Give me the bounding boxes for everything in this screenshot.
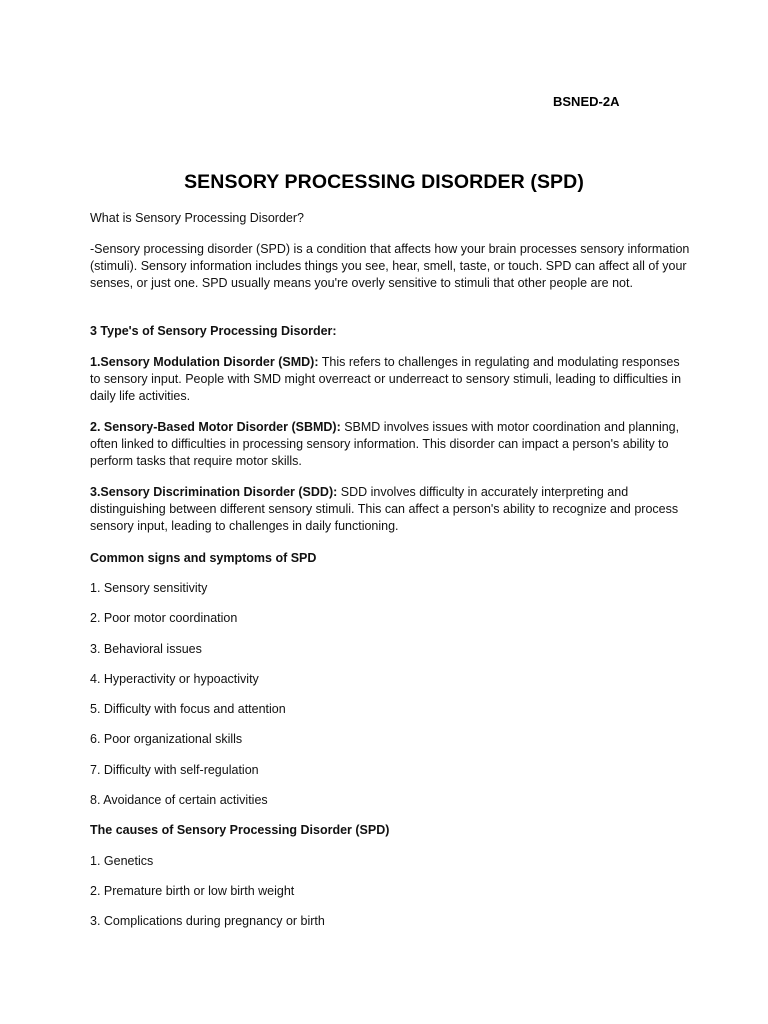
- symptom-item: 1. Sensory sensitivity: [90, 581, 208, 595]
- symptom-item: 3. Behavioral issues: [90, 642, 202, 656]
- symptom-item: 2. Poor motor coordination: [90, 611, 238, 625]
- types-heading: 3 Type's of Sensory Processing Disorder:: [90, 324, 337, 338]
- type-name: 3.Sensory Discrimination Disorder (SDD):: [90, 485, 338, 499]
- symptom-item: 4. Hyperactivity or hypoactivity: [90, 672, 259, 686]
- cause-item: 3. Complications during pregnancy or birth: [90, 914, 325, 928]
- document-title: SENSORY PROCESSING DISORDER (SPD): [184, 171, 584, 193]
- type-sdd-paragraph: [90, 484, 690, 535]
- type-name: 1.Sensory Modulation Disorder (SMD):: [90, 355, 319, 369]
- type-sbmd-paragraph: [90, 419, 690, 470]
- symptom-item: 5. Difficulty with focus and attention: [90, 702, 286, 716]
- type-description: SDD involves difficulty in accurately interpreting and distinguishing between different sensory stimuli. This can affect a person's ability to recognize and process sensory input, leading to challenges in daily functioning.: [90, 485, 679, 533]
- type-description: SBMD involves issues with motor coordination and planning, often linked to difficulties in processing sensory information. This disorder can impact a person's ability to perform tasks that require motor skills.: [90, 420, 680, 468]
- symptom-item: 8. Avoidance of certain activities: [90, 793, 268, 807]
- causes-heading: The causes of Sensory Processing Disorder (SPD): [90, 823, 390, 837]
- cause-item: 2. Premature birth or low birth weight: [90, 884, 295, 898]
- symptom-item: 7. Difficulty with self-regulation: [90, 763, 259, 777]
- course-code: BSNED-2A: [553, 94, 620, 109]
- symptom-item: 6. Poor organizational skills: [90, 732, 243, 746]
- cause-item: 1. Genetics: [90, 854, 154, 868]
- type-smd-paragraph: [90, 354, 690, 405]
- question-line: What is Sensory Processing Disorder?: [90, 211, 304, 225]
- symptoms-heading: Common signs and symptoms of SPD: [90, 551, 317, 565]
- type-name: 2. Sensory-Based Motor Disorder (SBMD):: [90, 420, 341, 434]
- definition-paragraph: -Sensory processing disorder (SPD) is a condition that affects how your brain processes sensory information (stimuli). Sensory information includes things you see, hear, smell, taste, or touch. SPD can affect all of your senses, or just one. SPD usually means you're overly sensitive to stimuli that other people are not.: [90, 242, 690, 290]
- type-description: This refers to challenges in regulating and modulating responses to sensory input. People with SMD might overreact or underreact to sensory stimuli, leading to difficulties in daily life activities.: [90, 355, 682, 403]
